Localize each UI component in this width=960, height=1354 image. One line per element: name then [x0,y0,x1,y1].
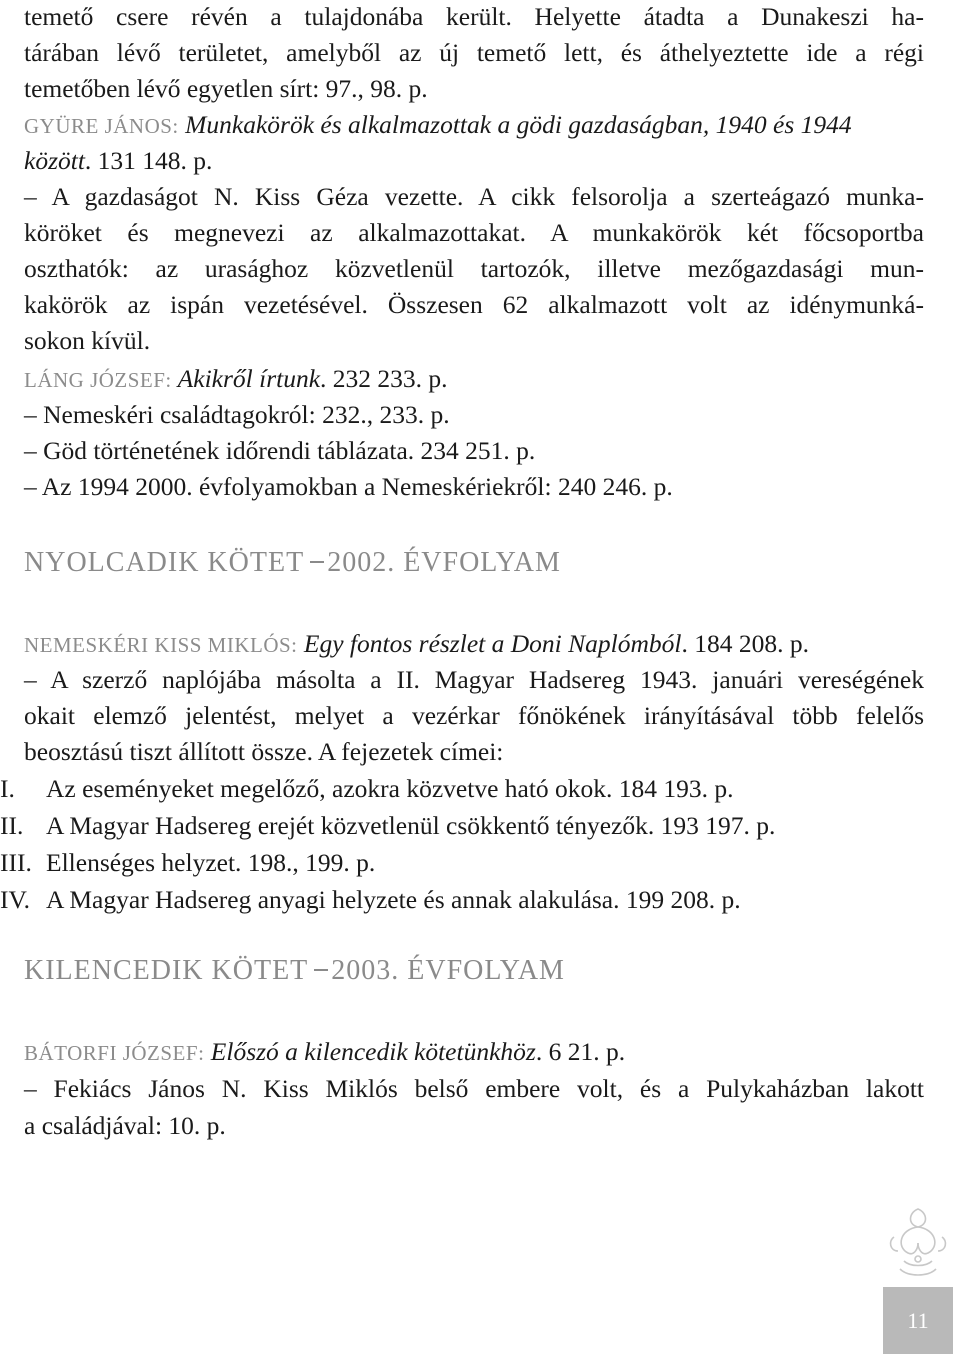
text-line: – Fekiács János N. Kiss Miklós belső embere volt, és a Pulykaházban lakott [24,1074,924,1103]
author-name: GYÜRE JÁNOS: [24,114,179,138]
text-line: – Nemeskéri családtagokról: 232., 233. p. [24,400,450,429]
article-title: Egy fontos részlet a Doni Naplómból [297,629,682,658]
heading-year: 2003. ÉVFOLYAM [331,955,565,986]
bib-entry-lang [24,362,924,397]
heading-year: 2002. ÉVFOLYAM [327,547,561,578]
article-title: Előszó a kilencedik kötetünkhöz [204,1037,536,1066]
author-name: BÁTORFI JÓZSEF: [24,1041,205,1065]
text-line [24,144,924,178]
bib-entry-gyure [24,108,924,143]
heading-dash [314,969,328,971]
text-line: tárában lévő területet, amelyből az új temető lett, és áthelyeztette ide a régi [24,38,924,67]
author-name: NEMESKÉRI KISS MIKLÓS: [24,633,298,657]
chapter-number: IV. [0,885,30,914]
section-heading-9 [24,955,565,987]
chapter-item [0,809,900,843]
text-line: oszthatók: az urasághoz közvetlenül tartozók, illetve mezőgazdasági mun- [24,254,924,283]
text-line: – Az 1994 2000. évfolyamokban a Nemeskériekről: 240 246. p. [24,472,673,501]
bib-entry-nemeskeri [24,627,924,662]
text-line: – Göd történetének időrendi táblázata. 234 251. p. [24,436,536,465]
chapter-text: A Magyar Hadsereg erejét közvetlenül csökkentő tényezők. 193 197. p. [46,811,776,840]
text-line: – A gazdaságot N. Kiss Géza vezette. A cikk felsorolja a szerteágazó munka- [24,182,924,211]
author-name: LÁNG JÓZSEF: [24,368,172,392]
text-line: köröket és megnevezi az alkalmazottakat. A munkakörök két főcsoportba [24,218,924,247]
text-line: – A szerző naplójába másolta a II. Magyar Hadsereg 1943. januári vereségének [24,665,924,694]
page-number: 11 [883,1287,953,1354]
article-title: Akikről írtunk [171,364,321,393]
text-line: beosztású tiszt állított össze. A fejezetek címei: [24,737,504,766]
article-title: Munkakörök és alkalmazottak a gödi gazdaságban, 1940 és 1944 [178,110,852,139]
page-range: . 6 21. p. [535,1037,626,1066]
heading-volume: KILENCEDIK KÖTET [24,955,309,986]
page-range: . 131 148. p. [84,146,213,175]
heading-volume: NYOLCADIK KÖTET [24,547,305,578]
chapter-number: II. [0,811,24,840]
text-line: okait elemző jelentést, melyet a vezérkar főnökének irányításával több felelős [24,701,924,730]
chapter-number: III. [0,848,32,877]
decorative-fleuron-icon [878,1203,958,1283]
page-range: . 184 208. p. [681,629,809,658]
chapter-text: Az eseményeket megelőző, azokra közvetve ható okok. 184 193. p. [46,774,734,803]
text-line: temetőben lévő egyetlen sírt: 97., 98. p. [24,74,428,103]
bib-entry-batorfi [24,1035,924,1070]
chapter-item [0,772,900,806]
text-line: temető csere révén a tulajdonába került. Helyette átadta a Dunakeszi ha- [24,2,924,31]
article-title: között [24,146,85,175]
text-line: a családjával: 10. p. [24,1111,226,1140]
heading-dash [310,561,324,563]
chapter-text: Ellenséges helyzet. 198., 199. p. [46,848,376,877]
chapter-item [0,846,900,880]
section-heading-8 [24,547,561,579]
chapter-text: A Magyar Hadsereg anyagi helyzete és annak alakulása. 199 208. p. [46,885,741,914]
chapter-number: I. [0,774,15,803]
text-line: kakörök az ispán vezetésével. Összesen 62 alkalmazott volt az idénymunká- [24,290,924,319]
chapter-item [0,883,900,917]
page-range: . 232 233. p. [320,364,448,393]
text-line: sokon kívül. [24,326,151,355]
